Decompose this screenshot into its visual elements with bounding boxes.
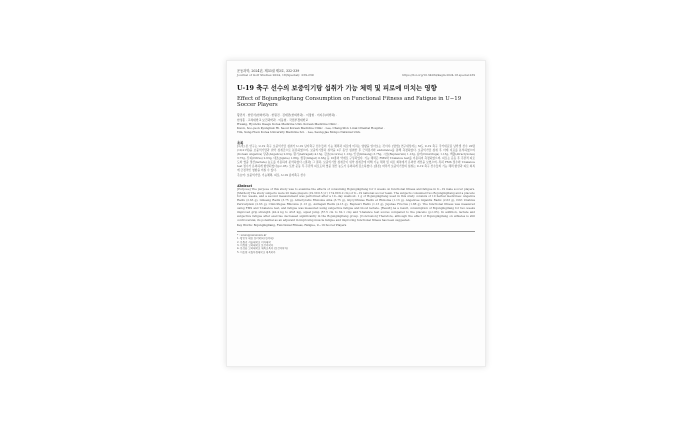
footnote-item: 1. 황민석 대한 한의학회 (한의대) — [237, 237, 274, 241]
footnote-item: 3. 이정현 고려대학교 보건과학과 — [237, 243, 274, 247]
footnote-item: 4. 한성훈 고려대학교 체육교육과 (보건과학과) — [237, 247, 288, 251]
paper-page — [226, 60, 486, 367]
author-line: 황민석 · 한민서(한의학과) · 한원진 · 김태민(한의학과) · 이정현 · 이지우(의학과) · — [237, 113, 338, 118]
footnote-item: 5. 이동현 국립부경대학교 체육학과 — [237, 250, 276, 254]
abstract-ko-body: [목적] 본 연구는 U-19 축구 보중익기탕 섭취가 U-19 남자축구 선수들의 기능 체력과 피로에 미치는 영향을 알아보는 것이다. [방법] 연구대상자는 M도 U-19 축구 국가대표팀 남학생 선수 20명(10,21세)을 보중익기탕과 위약 섭취군으로 분류하였으며, 보중익기탕과 위약을 2주 동안 섭취한 후 근력검사와 endurance를 통해 측정하였다. 보중익기탕 섭취 후 아래 지표를 분석하였으며 (Korean Angelica) 당귀(Angelica) 2.63g, 황기(Astragali) 4.13g, 감초(Licorice) 1.13g, 인삼(Ginseng) 3.75g, 시호(Bupleurum) 1.13g, 승마(Cimicifuga) 1.13g, 백출(Atractylodes) 3.75g, 진피(Citrus) 2.63g, 대조(Jujube) 1.88g, 생강(Ginger) 0.63g 등 10종의 약재로 구성되었다. 기능 체력은 FMS와 Y-balance test를 이용하여 측정하였으며, 피로는 운동 후 주관적 피로도와 혈중 젖산(lactate) 농도를 이용하여 분석하였다. [결과] 그 결과, 보중익기탕 섭취군이 위약 섭취군에 비해 기능 체력 및 피로 회복에서 유의한 개선을 보였으며, 특히 FMS 점수와 Y-balance test 점수가 유의하게 향상되었다(p<.05). 또한 운동 후 주관적 피로도와 혈중 젖산 농도가 유의하게 감소하였다. [결론] 따라서 보중익기탕의 섭취는 U-19 축구 선수들의 기능 체력 향상과 피로 회복에 긍정적인 영향을 미칠 수 있다. — [237, 144, 475, 172]
author-line: Yim, Sung-Hoon Korea University Medicine Sci. · Lee, Seung-Jae Mokpo National Univ. — [237, 130, 361, 135]
footnote-divider — [237, 231, 475, 232]
abstract-en-heading: Abstract — [237, 183, 253, 188]
author-line: Hwang, Hyun-Su Daegu Korea Medicine Univ. Korean Medicine Clinic · — [237, 121, 339, 126]
keywords-ko: 주요어: 보중익기탕, 기능체력, 피로, U-19 남자축구 선수 — [237, 172, 306, 177]
footnotes — [237, 234, 475, 254]
running-header — [237, 69, 475, 77]
doi-link[interactable]: https://doi.org/10.34284/kagm.2024.18.special.239 — [402, 73, 475, 77]
page-content — [237, 69, 475, 360]
abstract-en-body: [Purpose] The purpose of this study was to examine the effects of consuming Bojungikgitang for 2 weeks on functional fitness and fatigue in U−19 male soccer players. [Method] The study subjects were 20 male players (19.3±0.5 yr / 174.8±6.2 cm) of U−19 national soccer team. The subjects consumed two Bojungikgitang and a placebo for two weeks, and a second measurement was performed after a 10−day washout. 1 g of Bojungikgitang used in this study consists of 10 herbal medicines: Angelica Radix (2.63 g), Ginseng Radix (3.75 g), Atractylodis Rhizoma Alba (3.75 g), Glycyrrhizae Radix et Rhizoma (1.13 g), Angelicae Gigantis Radix (2.63 g), Citri Unshius Pericarpium (2.63 g), Cimicifugae Rhizoma (1.13 g), Astragali Radix (4.13 g), Bupleuri Radix (1.13 g), Jujubae Fructus (1.88 g). The functional fitness was measured using FMS and Y-balance test, and fatigue was measured using subjective fatigue and blood lactate. [Result] As a result, consumption of Bojungikgitang for two weeks improved grip strength (42.4 kg to 43.8 kg), squat jump (57.5 cm to 62.1 cm) and Y-balance test scores compared to the placebo (p<.05). In addition, lactate and subjective fatigue after exercise decreased significantly in the Bojungikgitang group. [Conclusion] Therefore, although the effect of Bojungikgitang on athletes is still controversial, its potential as an adjuvant in improving muscle fatigue and improving functional fitness has been suggested. — [237, 186, 475, 222]
journal-title-ko: 운동과학, 2024년, 제33권 제3호, 332-339 — [237, 69, 300, 73]
paper-title-en: Effect of Bojungikgitang Consumption on Functional Fitness and Fatigue in U−19 Soccer Players — [237, 96, 462, 109]
abstract-ko-heading: 초록 — [237, 141, 244, 146]
author-list — [237, 113, 475, 134]
author-line: Kwon, Soo-yeon Kyungbuk Hi. Seoul Korean Medicine Clinic · Lee, Chang-Won 1-mal Oriental Hospital · — [237, 126, 385, 131]
paper-title-ko: U-19 축구 선수의 보중익기탕 섭취가 기능 체력 및 피로에 미치는 영향 — [237, 84, 437, 92]
footnote-item: 2. 한원진 서울대학교 의과대학 — [237, 240, 271, 244]
keywords-en: Key Words: Bojungikgitang, Functional Fitness, Fatigue, U−19 Soccer Players — [237, 222, 347, 227]
footnote-item: * : xxxxx@xxxxxxxxx.kr — [237, 233, 267, 237]
journal-info — [237, 69, 314, 77]
journal-title-en: Journal of Golf Studies 2024, 18(Special): 239-239 — [237, 73, 314, 77]
author-line: 한성훈 · 고려대학교 보건과학과 · 이동현 · 국립부경대학교 — [237, 117, 309, 122]
